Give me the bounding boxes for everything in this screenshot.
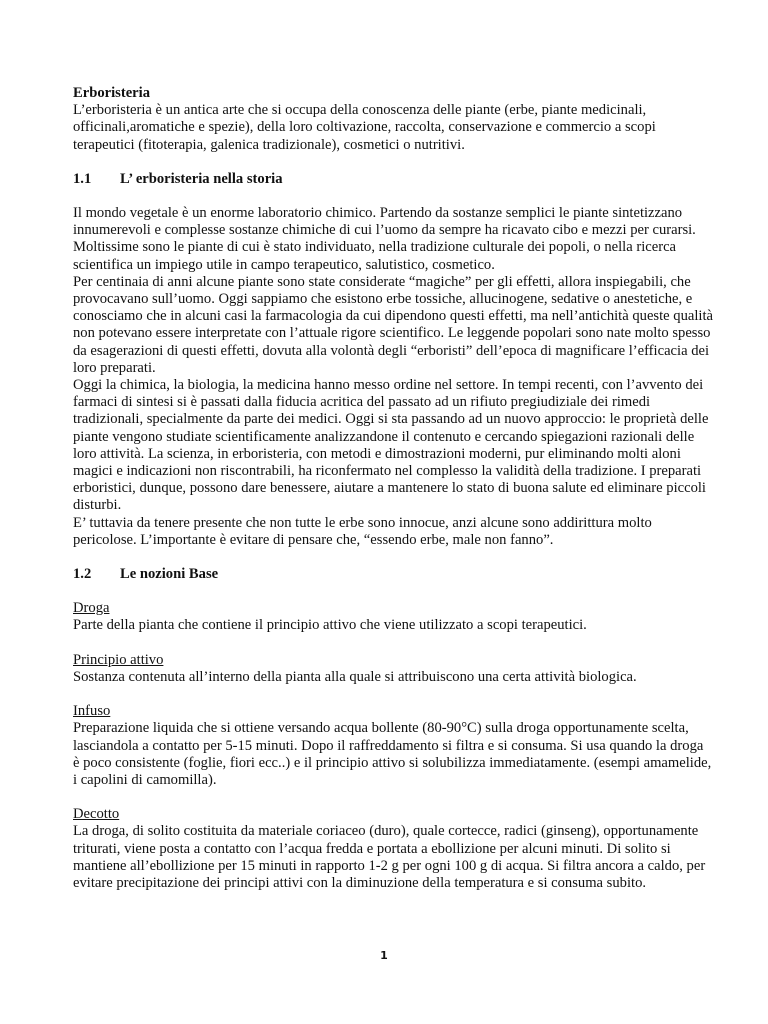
term-principio-attivo: Principio attivo — [73, 651, 164, 668]
section-heading-1-1 — [73, 171, 713, 188]
section-title: Le nozioni Base — [120, 566, 219, 583]
section-heading-1-2 — [73, 566, 713, 583]
definition-decotto: La droga, di solito costituita da materiale coriaceo (duro), quale cortecce, radici (ginseng), opportunamente triturati, viene posta a contatto con l’acqua fredda e portata a ebollizione per alcuni minuti. Di solito si mantiene all’ebollizione per 15 minuti in rapporto 1-2 g per ogni 100 g di acqua. Si filtra ancora a caldo, per evitare precipitazione dei principi attivi con la diminuzione della temperatura e si consuma subito. — [73, 823, 706, 891]
definition-droga: Parte della pianta che contiene il principio attivo che viene utilizzato a scopi terapeutici. — [73, 617, 587, 634]
intro-paragraph: L’erboristeria è un antica arte che si occupa della conoscenza delle piante (erbe, piante medicinali, officinali,aromatiche e spezie), della loro coltivazione, raccolta, conservazione e commercio a scopi terapeutici (fitoterapia, galenica tradizionale), cosmetici o nutritivi. — [73, 102, 656, 153]
section-number: 1.1 — [73, 170, 92, 187]
section-title: L’ erboristeria nella storia — [120, 170, 283, 187]
document-title: Erboristeria — [73, 85, 151, 101]
history-paragraph-1: Il mondo vegetale è un enorme laboratorio chimico. Partendo da sostanze semplici le piante sintetizzano innumerevoli e complesse sostanze chimiche di cui l’uomo da sempre ha ricavato cibo e mezzi per curarsi. Moltissime sono le piante di cui è stato individuato, nella tradizione culturale dei popoli, o nella ricerca scientifica un impiego utile in campo terapeutico, salutistico, cosmetico. — [73, 205, 696, 273]
history-paragraph-2: Per centinaia di anni alcune piante sono state considerate “magiche” per gli effetti, allora inspiegabili, che provocavano sull’uomo. Oggi sappiamo che esistono erbe tossiche, allucinogene, sedative o anestetiche, e conosciamo che in alcuni casi la farmacologia da cui dipendono questi effetti, ma nell’antichità queste qualità non potevano essere interpretate con l’attuale rigore scientifico. Le leggende popolari sono nate molto spesso da esagerazioni di questi effetti, dovuta alla volontà degli “erboristi” dell’epoca di magnificare l’efficacia dei loro preparati. — [73, 273, 714, 376]
definition-infuso: Preparazione liquida che si ottiene versando acqua bollente (80-90°C) sulla droga opportunamente scelta, lasciandola a contatto per 5-15 minuti. Dopo il raffreddamento si filtra e si consuma. Si usa quando la droga è poco consistente (foglie, fiori ecc..) e il principio attivo si solubilizza immediatamente. (esempi amamelide, i capolini di camomilla). — [73, 720, 712, 788]
term-decotto: Decotto — [73, 806, 120, 823]
section-number: 1.2 — [73, 566, 92, 583]
history-paragraph-3: Oggi la chimica, la biologia, la medicina hanno messo ordine nel settore. In tempi recenti, con l’avvento dei farmaci di sintesi si è passati dalla fiducia acritica del passato ad un rifiuto pregiudiziale dei rimedi tradizionali, specialmente da parte dei medici. Oggi si sta passando ad un nuovo approccio: le proprietà delle piante vengono studiate scientificamente analizzandone il contenuto e cercando spiegazioni razionali delle loro attività. La scienza, in erboristeria, con metodi e dimostrazioni moderni, pur eliminando molti aloni magici e indicazioni non riscontrabili, ha riconfermato nel complesso la validità della tradizione. I preparati erboristici, dunque, possono dare benessere, aiutare a mantenere lo stato di buona salute ed eliminare piccoli disturbi. — [73, 377, 709, 514]
definition-principio-attivo: Sostanza contenuta all’interno della pianta alla quale si attribuiscono una certa attività biologica. — [73, 668, 637, 685]
history-paragraph-4: E’ tuttavia da tenere presente che non tutte le erbe sono innocue, anzi alcune sono addirittura molto pericolose. L’importante è evitare di pensare che, “essendo erbe, male non fanno”. — [73, 514, 652, 548]
document-page — [73, 85, 713, 892]
page-number: 1 — [380, 949, 388, 962]
term-droga: Droga — [73, 600, 110, 617]
term-infuso: Infuso — [73, 703, 111, 720]
